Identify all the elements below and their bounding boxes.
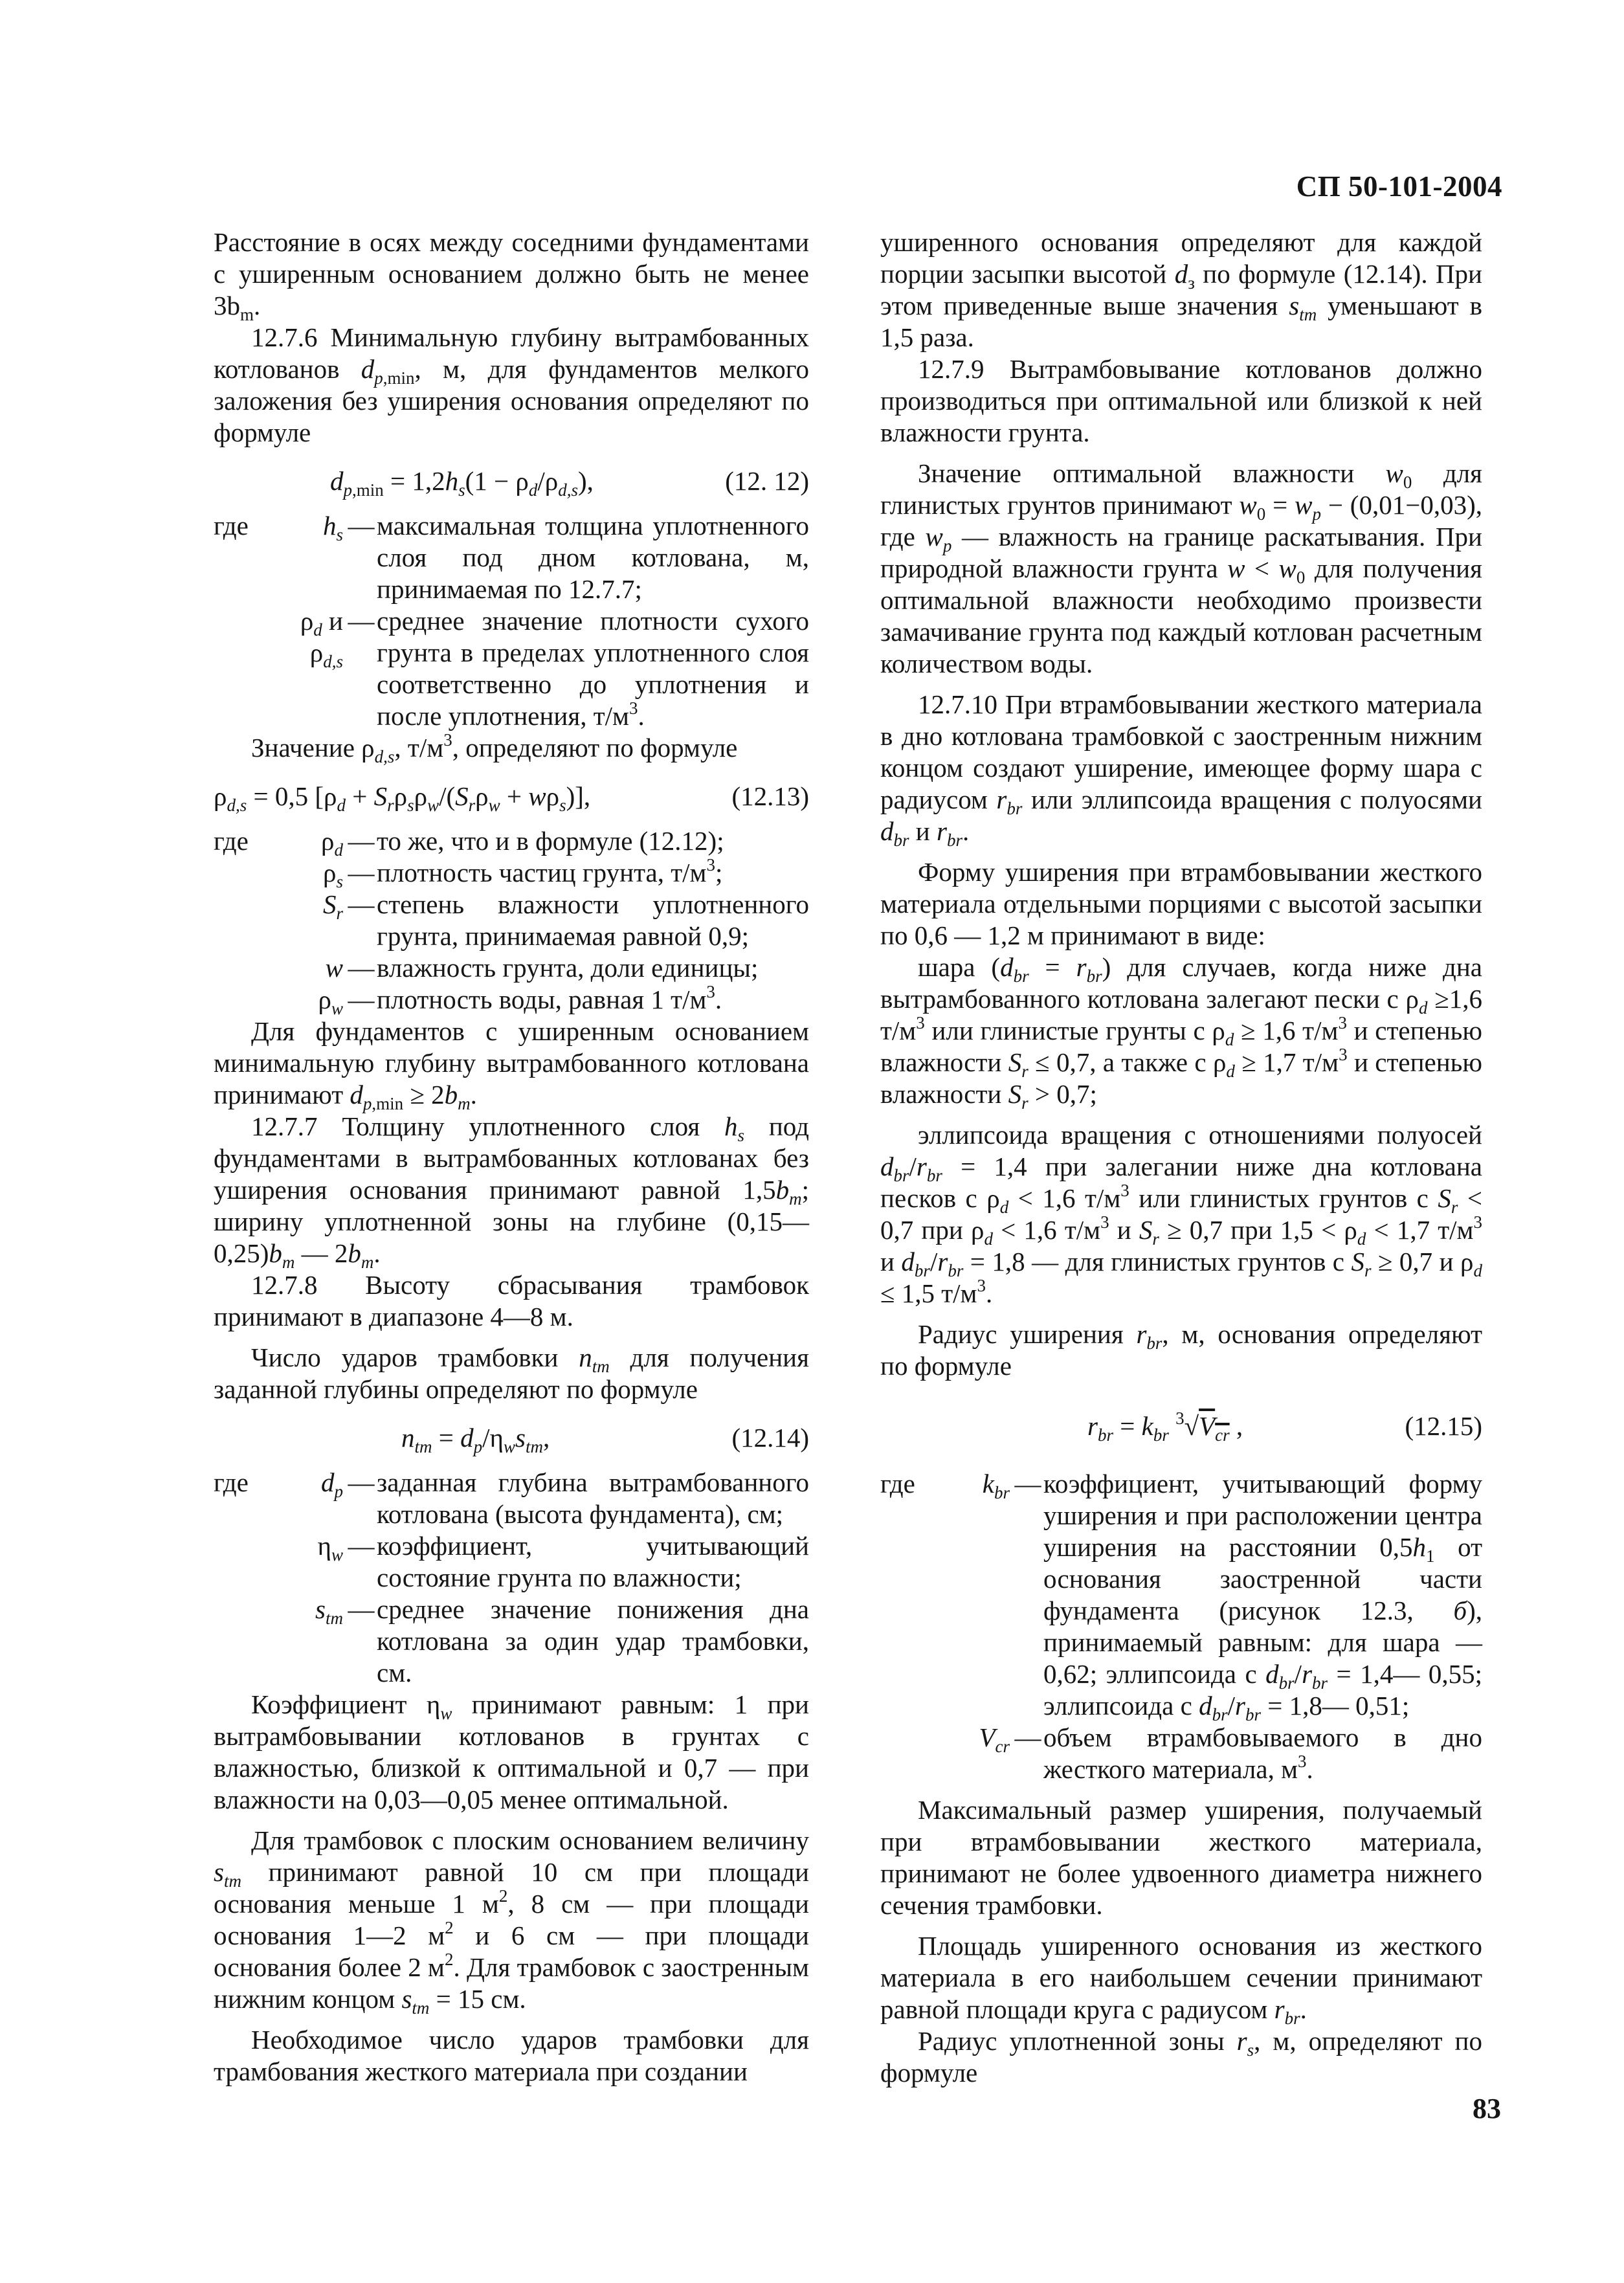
where-symbol: $h_s$ — [322, 511, 343, 544]
formula-expression: $d_{p,min} = 1,2h_s(1 - \rho_d/\rho_{d,s})$, — [330, 466, 594, 500]
where-dash: — — [348, 511, 375, 540]
where-dash: — — [348, 953, 375, 983]
where-symbol: $\rho_d$ и $\rho_{d,s}$ — [300, 606, 343, 671]
where-dash: — — [1014, 1722, 1041, 1752]
paragraph: эллипсоида вращения с отношениями полуосей $d_{br}/r_{br} = 1,4$ при залегании ниже дна котлована песков с $\rho_d < 1,6$ $т/м^3$ или глинистых грунтов с $S_r < 0,7$ при $\rho_d < 1,6$ $т/м^3$ и $S_r \ge 0,7$ при $1,5 < \rho_d < 1,7$ $т/м^3$ и $d_{br}/r_{br} = 1,8$ — для глинистых грунтов с $S_r \ge 0,7$ и $\rho_d \le 1,5$ $т/м^3$. — [880, 1120, 1482, 1308]
where-symbol: $\eta_w$ — [317, 1531, 343, 1565]
paragraph: Число ударов трамбовки $n_{tm}$ для получения заданной глубины определяют по формуле — [214, 1342, 809, 1404]
where-item — [214, 857, 809, 889]
where-symbol: $V_{cr}$ — [979, 1722, 1010, 1756]
where-lead: где — [214, 1467, 249, 1497]
paragraph: Форму уширения при втрамбовывании жесткого материала отдельными порциями с высотой засыпки по 0,6 — 1,2 м принимают в виде: — [880, 857, 1482, 950]
where-dash: — — [348, 826, 375, 856]
where-item — [214, 1467, 809, 1530]
where-lead — [214, 1594, 265, 1689]
where-definition: среднее значение понижения дна котлована за один удар трамбовки, см. — [377, 1594, 809, 1687]
formula-12-13 — [214, 781, 809, 815]
where-symbol: $\rho_w$ — [318, 985, 343, 1018]
where-lead — [214, 857, 265, 889]
where-item — [880, 1468, 1482, 1722]
paragraph: 12.7.7 Толщину уплотненного слоя $h_s$ под фундаментами в вытрамбованных котлованах без уширения основания принимают равной $1,5b_m$; ширину уплотненной зоны на глубине $(0,15—0,25)b_m$ — $2b_m$. — [214, 1111, 809, 1272]
where-definition: плотность воды, равная 1 $т/м^3$. — [377, 982, 722, 1014]
document-code-header: СП 50-101-2004 — [1296, 170, 1502, 203]
where-symbol: $s_{tm}$ — [315, 1594, 343, 1628]
formula-expression: $n_{tm} = d_p/\eta_ws_{tm}$, — [401, 1423, 550, 1456]
paragraph: Площадь уширенного основания из жесткого материала в его наибольшем сечении принимают равной площади круга с радиусом $r_{br}$. — [880, 1931, 1482, 2028]
paragraph: Радиус уширения $r_{br}$, м, основания определяют по формуле — [880, 1319, 1482, 1381]
left-column — [214, 227, 809, 2088]
where-dash: — — [348, 1467, 375, 1497]
where-item — [880, 1722, 1482, 1785]
where-list — [880, 1468, 1482, 1785]
where-item — [214, 952, 809, 984]
paragraph: Коэффициент $\eta_w$ принимают равным: 1 при вытрамбовывании котлованов в грунтах с влажностью, близкой к оптимальной и 0,7 — при влажности на 0,03—0,05 менее оптимальной. — [214, 1689, 809, 1814]
where-item — [214, 889, 809, 952]
where-symbol: $S_r$ — [322, 889, 343, 923]
where-lead: где — [880, 1469, 915, 1498]
formula-12-14 — [214, 1422, 809, 1454]
where-dash: — — [348, 606, 375, 636]
where-lead — [214, 605, 265, 732]
where-list — [214, 1467, 809, 1689]
paragraph: 12.7.9 Вытрамбовывание котлованов должно производиться при оптимальной или близкой к ней влажности грунта. — [880, 354, 1482, 447]
formula-12-15 — [880, 1409, 1482, 1445]
paragraph: 12.7.10 При втрамбовывании жесткого материала в дно котлована трамбовкой с заостренным нижним концом создают уширение, имеющее форму шара с радиусом $r_{br}$ или эллипсоида вращения с полуосями $d_{br}$ и $r_{br}$. — [880, 689, 1482, 850]
where-item — [214, 510, 809, 605]
where-dash: — — [348, 889, 375, 919]
formula-number: (12.13) — [731, 781, 809, 811]
where-item — [214, 605, 809, 732]
where-definition: объем втрамбовываемого в дно жесткого материала, $м^3$. — [1043, 1722, 1482, 1784]
where-lead — [214, 889, 265, 952]
formula-number: (12. 12) — [725, 466, 809, 496]
where-definition: максимальная толщина уплотненного слоя под дном котлована, м, принимаемая по 12.7.7; — [377, 511, 809, 604]
where-definition: коэффициент, учитывающий форму уширения и при расположении центра уширения на расстоянии $0,5h_1$ от основания заостренной части фундамента (рисунок 12.3, б), принимаемый равным: для шара — 0,62; эллипсоида с $d_{br}/r_{br}$ = 1,4— 0,55; эллипсоида с $d_{br}/r_{br}$ = 1,8— 0,51; — [1043, 1469, 1482, 1724]
paragraph: Для фундаментов с уширенным основанием минимальную глубину вытрамбованного котлована принимают $d_{p,min} \ge 2b_m$. — [214, 1016, 809, 1113]
where-symbol: w — [325, 953, 343, 983]
where-dash: — — [348, 1531, 375, 1561]
page-number: 83 — [1473, 2093, 1501, 2124]
where-definition: степень влажности уплотненного грунта, принимаемая равной 0,9; — [377, 889, 809, 951]
where-lead — [880, 1722, 932, 1785]
paragraph: Радиус уплотненной зоны $r_s$, м, определяют по формуле — [880, 2026, 1483, 2088]
formula-number: (12.15) — [1405, 1411, 1482, 1441]
right-column — [880, 227, 1482, 2089]
where-lead: где — [214, 826, 249, 856]
where-lead: где — [214, 511, 249, 540]
where-lead — [214, 952, 265, 984]
where-dash: — — [348, 1594, 375, 1624]
where-symbol: $\rho_d$ — [321, 826, 343, 860]
where-item — [214, 1594, 809, 1689]
paragraph: Для трамбовок с плоским основанием величину $s_{tm}$ принимают равной 10 см при площади основания меньше 1 $м^2$, 8 см — при площади основания 1—2 $м^2$ и 6 см — при площади основания более 2 $м^2$. Для трамбовок с заостренным нижним концом $s_{tm} = 15$ см. — [214, 1825, 809, 2018]
where-definition: влажность грунта, доли единицы; — [377, 953, 759, 983]
formula-expression: $\rho_{d,s} = 0,5$ $[\rho_d + S_r\rho_s\rho_w/(S_r\rho_w + w\rho_s)]$, — [214, 781, 591, 815]
where-symbol: $\rho_s$ — [323, 858, 343, 891]
where-item — [214, 825, 809, 860]
where-list — [214, 510, 809, 732]
paragraph: 12.7.8 Высоту сбрасывания трамбовок принимают в диапазоне 4—8 м. — [214, 1270, 809, 1331]
formula-expression: $r_{br} = k_{br}$ $^3√V_{cr}$ , — [1087, 1409, 1243, 1445]
paragraph: шара $(d_{br} = r_{br})$ для случаев, когда ниже дна вытрамбованного котлована залегают пески с $\rho_d \ge 1,6$ $т/м^3$ или глинистые грунты с $\rho_d \ge 1,6$ $т/м^3$ и степенью влажности $S_r \le 0,7$, а также с $\rho_d \ge 1,7$ $т/м^3$ и степенью влажности $S_r > 0,7$; — [880, 952, 1483, 1113]
paragraph: Значение $\rho_{d,s}$, $т/м^3$, определяют по формуле — [251, 730, 738, 766]
formula-12-12 — [214, 465, 809, 500]
paragraph: Расстояние в осях между соседними фундаментами с уширенным основанием должно быть не менее $3b_m$. — [214, 227, 809, 324]
paragraph: 12.7.6 Минимальную глубину вытрамбованных котлованов $d_{p,min}$, м, для фундаментов мелкого заложения без уширения основания определяют по формуле — [214, 322, 809, 447]
where-item — [214, 984, 809, 1016]
where-definition: заданная глубина вытрамбованного котлована (высота фундамента), см; — [377, 1467, 809, 1529]
where-list — [214, 825, 809, 1016]
where-dash: — — [348, 985, 375, 1014]
paragraph: Необходимое число ударов трамбовки для трамбования жесткого материала при создании — [214, 2025, 809, 2086]
where-definition: среднее значение плотности сухого грунта в пределах уплотненного слоя соответственно до уплотнения и после уплотнения, $т/м^3$. — [377, 606, 809, 731]
paragraph: Максимальный размер уширения, получаемый при втрамбовывании жесткого материала, принимают не более удвоенного диаметра нижнего сечения трамбовки. — [880, 1795, 1482, 1920]
paragraph: уширенного основания определяют для каждой порции засыпки высотой $d_з$ по формуле (12.14). При этом приведенные выше значения $s_{tm}$ уменьшают в 1,5 раза. — [880, 227, 1483, 352]
where-symbol: $k_{br}$ — [982, 1469, 1010, 1502]
formula-number: (12.14) — [731, 1423, 809, 1453]
where-item — [214, 1530, 809, 1594]
where-definition: то же, что и в формуле (12.12); — [377, 826, 724, 856]
where-definition: плотность частиц грунта, $т/м^3$; — [377, 855, 723, 887]
where-dash: — — [1014, 1469, 1041, 1498]
where-lead — [214, 984, 265, 1016]
paragraph: Значение оптимальной влажности $w_0$ для глинистых грунтов принимают $w_0 = w_p - (0,01-0,03)$, где $w_p$ — влажность на границе раскатывания. При природной влажности грунта $w < w_0$ для получения оптимальной влажности необходимо произвести замачивание грунта под каждый котлован расчетным количеством воды. — [880, 458, 1483, 678]
where-lead — [214, 1530, 265, 1594]
where-symbol: $d_p$ — [321, 1467, 343, 1501]
where-dash: — — [348, 858, 375, 887]
where-definition: коэффициент, учитывающий состояние грунта по влажности; — [377, 1531, 809, 1592]
